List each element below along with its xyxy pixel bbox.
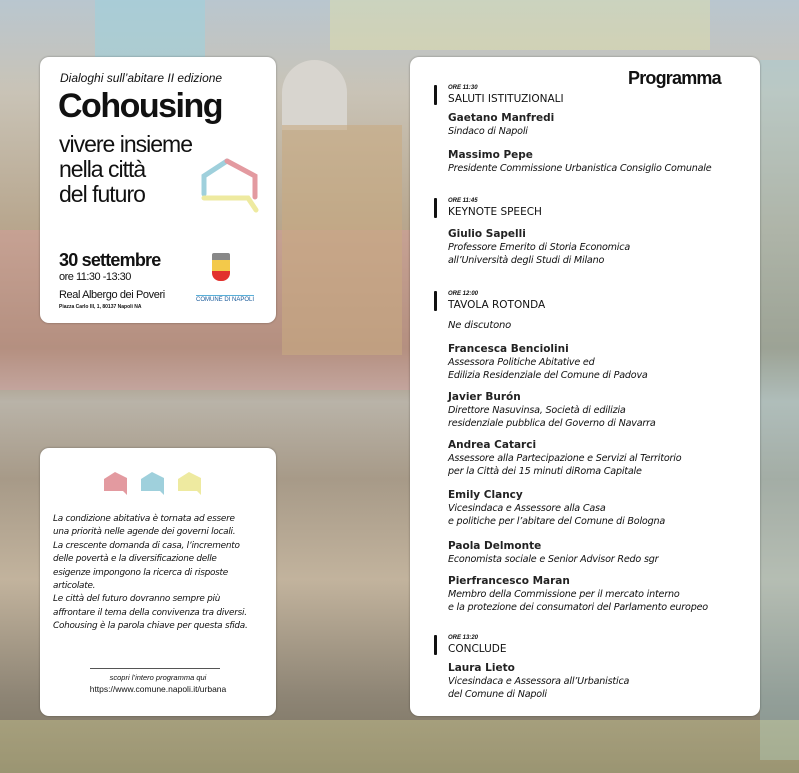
speaker-role: del Comune di Napoli: [448, 689, 547, 700]
event-venue: Real Albergo dei Poveri: [59, 289, 165, 301]
bg-building: [282, 125, 402, 355]
speaker-role: Vicesindaca e Assessora all’Urbanistica: [448, 676, 630, 687]
napoli-coat-of-arms-icon: [212, 253, 230, 283]
info-card: [40, 448, 276, 716]
bg-shape-yellow-bottom: [0, 720, 799, 773]
section-heading: KEYNOTE SPEECH: [436, 206, 756, 220]
speaker-name: Pierfrancesco Maran: [448, 575, 570, 587]
event-address: Piazza Carlo III, 1, 80137 Napoli NA: [59, 304, 142, 310]
speaker-entry: [448, 539, 758, 566]
speaker-name: Francesca Benciolini: [448, 343, 569, 355]
speaker-role: all’Università degli Studi di Milano: [448, 255, 605, 266]
program-section: [436, 635, 756, 657]
speaker-name: Gaetano Manfredi: [448, 112, 555, 124]
speaker-role: Assessora Politiche Abitative ed: [448, 357, 595, 368]
program-section: [436, 291, 756, 313]
speaker-name: Emily Clancy: [448, 489, 523, 501]
speaker-entry: [448, 574, 758, 614]
speaker-entry: [448, 438, 758, 478]
speaker-role: residenziale pubblica del Governo di Navarra: [448, 418, 656, 429]
event-subtitle: vivere insieme nella città del futuro: [59, 131, 192, 207]
speaker-role: e la protezione dei consumatori del Parlamento europeo: [448, 602, 708, 613]
section-time: ORE 11:45: [448, 198, 478, 204]
speaker-role: Economista sociale e Senior Advisor Redo sgr: [448, 554, 659, 565]
speaker-role: Professore Emerito di Storia Economica: [448, 242, 631, 253]
speaker-role: e politiche per l’abitare del Comune di Bologna: [448, 516, 666, 527]
speaker-name: Andrea Catarci: [448, 439, 537, 451]
speaker-entry: [448, 342, 758, 382]
speaker-role: Assessore alla Partecipazione e Servizi al Territorio: [448, 453, 682, 464]
section-time: ORE 11:30: [448, 85, 478, 91]
speaker-name: Massimo Pepe: [448, 149, 533, 161]
speaker-role: per la Città dei 15 minuti diRoma Capitale: [448, 466, 642, 477]
divider: [90, 668, 220, 669]
panel-intro: Ne discutono: [448, 320, 512, 331]
speaker-name: Paola Delmonte: [448, 540, 542, 552]
series-label: Dialoghi sull’abitare II edizione: [60, 71, 223, 85]
event-date: 30 settembre: [59, 250, 161, 270]
bg-shape-blue: [95, 0, 205, 60]
program-link-label: scopri l’intero programma qui: [109, 673, 207, 682]
bg-dome: [282, 60, 347, 130]
bg-shape-blue-right: [760, 60, 799, 760]
section-marker: [434, 635, 437, 655]
speaker-entry: [448, 661, 758, 701]
section-marker: [434, 291, 437, 311]
event-title: Cohousing: [58, 87, 223, 125]
program-title: Programma: [628, 68, 721, 88]
speaker-entry: [448, 111, 758, 138]
bg-shape-yellow: [330, 0, 710, 50]
program-section: [436, 85, 756, 107]
speaker-role: Direttore Nasuvinsa, Società di edilizia: [448, 405, 626, 416]
section-time: ORE 13:20: [448, 635, 479, 641]
section-time: ORE 12:00: [448, 291, 479, 297]
speaker-name: Laura Lieto: [448, 662, 515, 674]
speaker-entry: [448, 148, 758, 175]
program-link[interactable]: https://www.comune.napoli.it/urbana: [89, 684, 227, 694]
speaker-entry: [448, 390, 758, 430]
speaker-entry: [448, 227, 758, 267]
speaker-role: Presidente Commissione Urbanistica Consiglio Comunale: [448, 163, 712, 174]
house-logo-icon: [200, 154, 260, 216]
comune-napoli-logo-text: COMUNE DI NAPOLI: [196, 297, 255, 303]
section-marker: [434, 198, 437, 218]
speech-bubbles-icon: [103, 471, 203, 501]
speaker-name: Javier Burón: [448, 391, 521, 403]
event-hours: ore 11:30 -13:30: [59, 271, 131, 283]
event-title-card: [40, 57, 276, 323]
section-heading: CONCLUDE: [436, 643, 756, 657]
program-section: [436, 198, 756, 220]
speaker-name: Giulio Sapelli: [448, 228, 526, 240]
speaker-entry: [448, 488, 758, 528]
info-text: La condizione abitativa è tornata ad essere una priorità nelle agende dei governi locali. La crescente domanda di casa, l’incremento delle povertà e la diversificazione delle esigenze impongono la ricerca di risposte articolate. Le città del futuro dovranno sempre più affrontare il tema della convivenza tra diversi. Cohousing è la parola chiave per questa sfida.: [53, 514, 248, 632]
speaker-role: Vicesindaca e Assessore alla Casa: [448, 503, 606, 514]
speaker-role: Edilizia Residenziale del Comune di Padova: [448, 370, 648, 381]
speaker-role: Sindaco di Napoli: [448, 126, 528, 137]
section-marker: [434, 85, 437, 105]
section-heading: TAVOLA ROTONDA: [436, 299, 756, 313]
speaker-role: Membro della Commissione per il mercato interno: [448, 589, 680, 600]
section-heading: SALUTI ISTITUZIONALI: [436, 93, 756, 107]
